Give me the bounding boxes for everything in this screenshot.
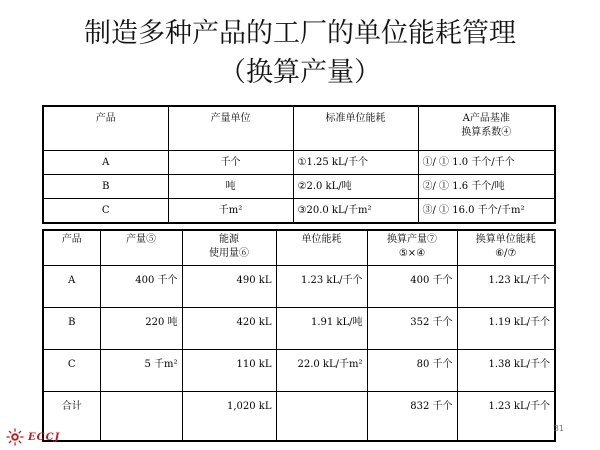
header-cell: 单位能耗 (276, 230, 367, 266)
total-row (43, 392, 555, 442)
table-cell: 1.23 kL/千个 (276, 266, 367, 308)
table-cell: C (43, 199, 168, 224)
table-cell: ①1.25 kL/千个 (293, 151, 418, 175)
table-cell: ③/ ① 16.0 千个/千m² (418, 199, 555, 224)
eccj-sun-logo-icon (6, 428, 24, 446)
header-cell: 产品 (43, 230, 100, 266)
table-row (43, 350, 555, 392)
table-cell: 1.19 kL/千个 (457, 308, 555, 350)
header-cell: 产品 (43, 106, 168, 151)
table-cell: ②2.0 kL/吨 (293, 175, 418, 199)
table-cell: B (43, 308, 100, 350)
table-cell: 400 千个 (100, 266, 182, 308)
table-cell (276, 392, 367, 442)
table-row (43, 151, 555, 175)
header-cell: 标准单位能耗 (293, 106, 418, 151)
table-cell: 220 吨 (100, 308, 182, 350)
slide-subtitle: （换算产量） (219, 57, 381, 88)
table-cell: 420 kL (182, 308, 276, 350)
table-cell: 吨 (168, 175, 293, 199)
table-cell: 1.23 kL/千个 (457, 392, 555, 442)
slide-title: 制造多种产品的工厂的单位能耗管理 (84, 18, 516, 49)
header-cell (418, 106, 555, 151)
table-row (43, 199, 555, 224)
table-cell: 1.23 kL/千个 (457, 266, 555, 308)
table-header-row (43, 230, 555, 266)
eccj-logo (6, 428, 60, 446)
table-cell: 千个 (168, 151, 293, 175)
header-cell (182, 230, 276, 266)
table-cell: 1,020 kL (182, 392, 276, 442)
table-cell: 1.91 kL/吨 (276, 308, 367, 350)
header-line: ⑤×④ (398, 248, 426, 259)
table-header-row (43, 106, 555, 151)
header-line: ⑥/⑦ (495, 248, 517, 259)
header-line: A产品基准 (462, 113, 510, 124)
converted-production-table (42, 229, 556, 442)
table-cell: A (43, 151, 168, 175)
header-cell (457, 230, 555, 266)
table-cell: ②/ ① 1.6 千个/吨 (418, 175, 555, 199)
table-cell: ①/ ① 1.0 千个/千个 (418, 151, 555, 175)
header-cell: 产量⑤ (100, 230, 182, 266)
header-cell: 产量单位 (168, 106, 293, 151)
table-cell: ③20.0 kL/千m² (293, 199, 418, 224)
table-cell: 合计 (43, 392, 100, 442)
table-cell: A (43, 266, 100, 308)
header-line: 使用量⑥ (209, 248, 249, 259)
table-cell: B (43, 175, 168, 199)
table-cell: 352 千个 (367, 308, 457, 350)
table-cell: 490 kL (182, 266, 276, 308)
logo-text: ECCJ (28, 431, 61, 443)
header-line: 换算产量⑦ (387, 234, 437, 245)
table-cell: 22.0 kL/千m² (276, 350, 367, 392)
header-line: 能源 (219, 234, 239, 245)
table-cell: 千m² (168, 199, 293, 224)
page-number: 31 (553, 424, 564, 433)
table-cell: 400 千个 (367, 266, 457, 308)
table-row (43, 266, 555, 308)
table-cell (100, 392, 182, 442)
conversion-factor-table (42, 105, 556, 224)
table-cell: 110 kL (182, 350, 276, 392)
header-line: 换算系数④ (461, 127, 512, 138)
header-cell (367, 230, 457, 266)
table-cell: C (43, 350, 100, 392)
table-row (43, 175, 555, 199)
table-cell: 832 千个 (367, 392, 457, 442)
table-cell: 1.38 kL/千个 (457, 350, 555, 392)
header-line: 换算单位能耗 (475, 234, 536, 245)
table-cell: 80 千个 (367, 350, 457, 392)
table-cell: 5 千m² (100, 350, 182, 392)
table-row (43, 308, 555, 350)
